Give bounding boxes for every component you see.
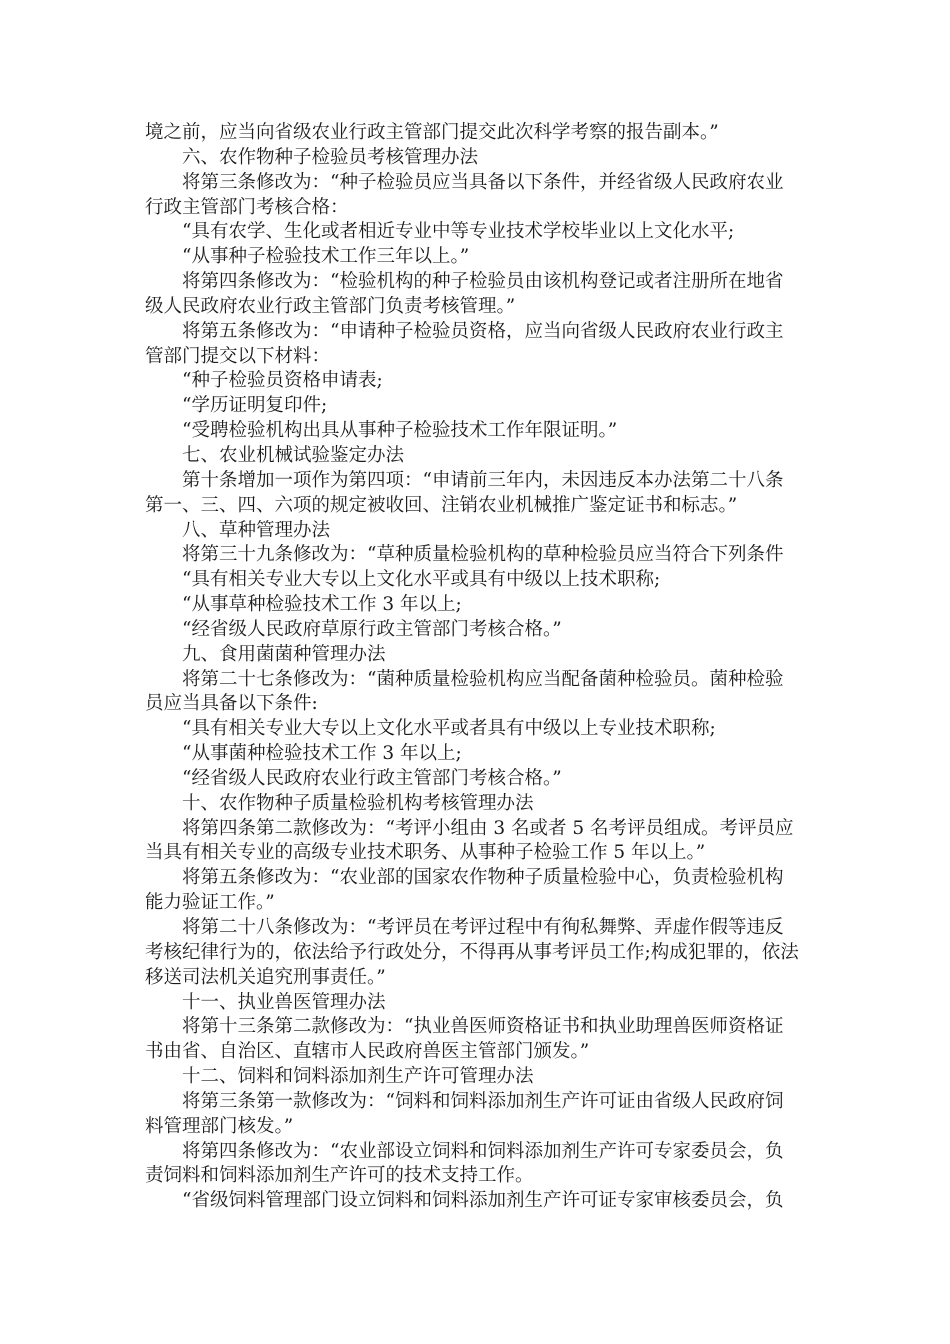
- text-line: “经省级人民政府草原行政主管部门考核合格。”: [182, 618, 562, 640]
- text-line: “受聘检验机构出具从事种子检验技术工作年限证明。”: [182, 420, 618, 442]
- text-line: “从事种子检验技术工作三年以上。”: [182, 246, 470, 268]
- text-line: “从事草种检验技术工作 3 年以上;: [182, 594, 462, 616]
- text-line: “经省级人民政府农业行政主管部门考核合格。”: [182, 767, 562, 789]
- text-line: “种子检验员资格申请表;: [182, 370, 383, 392]
- text-line: 将第二十七条修改为：“菌种质量检验机构应当配备菌种检验员。菌种检验: [182, 668, 784, 690]
- text-line: 第一、三、四、六项的规定被收回、注销农业机械推广鉴定证书和标志。”: [145, 494, 738, 516]
- text-line: 行政主管部门考核合格：: [145, 196, 349, 218]
- text-line: 将第五条修改为：“申请种子检验员资格，应当向省级人民政府农业行政主: [182, 320, 784, 342]
- text-line: 当具有相关专业的高级专业技术职务、从事种子检验工作 5 年以上。”: [145, 842, 706, 864]
- document-body: [145, 121, 815, 1214]
- text-line: “具有相关专业大专以上文化水平或者具有中级以上专业技术职称;: [182, 718, 716, 740]
- text-line: 将第四条修改为：“农业部设立饲料和饲料添加剂生产许可专家委员会，负: [182, 1140, 784, 1162]
- text-line: 将第四条修改为：“检验机构的种子检验员由该机构登记或者注册所在地省: [182, 271, 784, 293]
- text-line: 第十条增加一项作为第四项：“申请前三年内，未因违反本办法第二十八条: [182, 469, 784, 491]
- text-line: 将第十三条第二款修改为：“执业兽医师资格证书和执业助理兽医师资格证: [182, 1016, 784, 1038]
- text-line: 境之前，应当向省级农业行政主管部门提交此次科学考察的报告副本。”: [145, 122, 719, 143]
- text-line: 九、食用菌菌种管理办法: [182, 643, 386, 665]
- text-line: 将第四条第二款修改为：“考评小组由 3 名或者 5 名考评员组成。考评员应: [182, 817, 794, 839]
- text-line: 八、草种管理办法: [182, 519, 331, 541]
- text-line: 十二、饲料和饲料添加剂生产许可管理办法: [182, 1066, 534, 1088]
- text-line: 料管理部门核发。”: [145, 1115, 294, 1137]
- text-line: 将第三条第一款修改为：“饲料和饲料添加剂生产许可证由省级人民政府饲: [182, 1090, 784, 1112]
- text-line: “具有农学、生化或者相近专业中等专业技术学校毕业以上文化水平;: [182, 221, 735, 243]
- text-line: 将第三条修改为：“种子检验员应当具备以下条件，并经省级人民政府农业: [182, 171, 784, 193]
- text-line: “具有相关专业大专以上文化水平或具有中级以上技术职称;: [182, 569, 661, 591]
- text-line: 能力验证工作。”: [145, 892, 275, 914]
- text-line: 十、农作物种子质量检验机构考核管理办法: [182, 792, 534, 814]
- text-line: “学历证明复印件;: [182, 395, 328, 417]
- text-line: 移送司法机关追究刑事责任。”: [145, 966, 386, 988]
- text-line: 将第二十八条修改为：“考评员在考评过程中有徇私舞弊、弄虚作假等违反: [182, 917, 784, 938]
- text-line: 员应当具备以下条件:: [145, 693, 318, 715]
- text-line: 六、农作物种子检验员考核管理办法: [182, 146, 479, 168]
- text-line: 责饲料和饲料添加剂生产许可的技术支持工作。: [145, 1165, 534, 1187]
- text-line: “省级饲料管理部门设立饲料和饲料添加剂生产许可证专家审核委员会，负: [182, 1190, 784, 1212]
- text-line: “从事菌种检验技术工作 3 年以上;: [182, 743, 462, 765]
- text-line: 书由省、自治区、直辖市人民政府兽医主管部门颁发。”: [145, 1041, 590, 1063]
- text-line: 考核纪律行为的，依法给予行政处分，不得再从事考评员工作;构成犯罪的，依法: [145, 941, 799, 963]
- text-line: 级人民政府农业行政主管部门负责考核管理。”: [145, 295, 516, 317]
- text-line: 将第三十九条修改为：“草种质量检验机构的草种检验员应当符合下列条件: [182, 544, 784, 566]
- text-line: 管部门提交以下材料：: [145, 345, 331, 367]
- text-line: 十一、执业兽医管理办法: [182, 991, 386, 1013]
- text-line: 七、农业机械试验鉴定办法: [182, 444, 405, 466]
- text-line: 将第五条修改为：“农业部的国家农作物种子质量检验中心，负责检验机构: [182, 867, 784, 889]
